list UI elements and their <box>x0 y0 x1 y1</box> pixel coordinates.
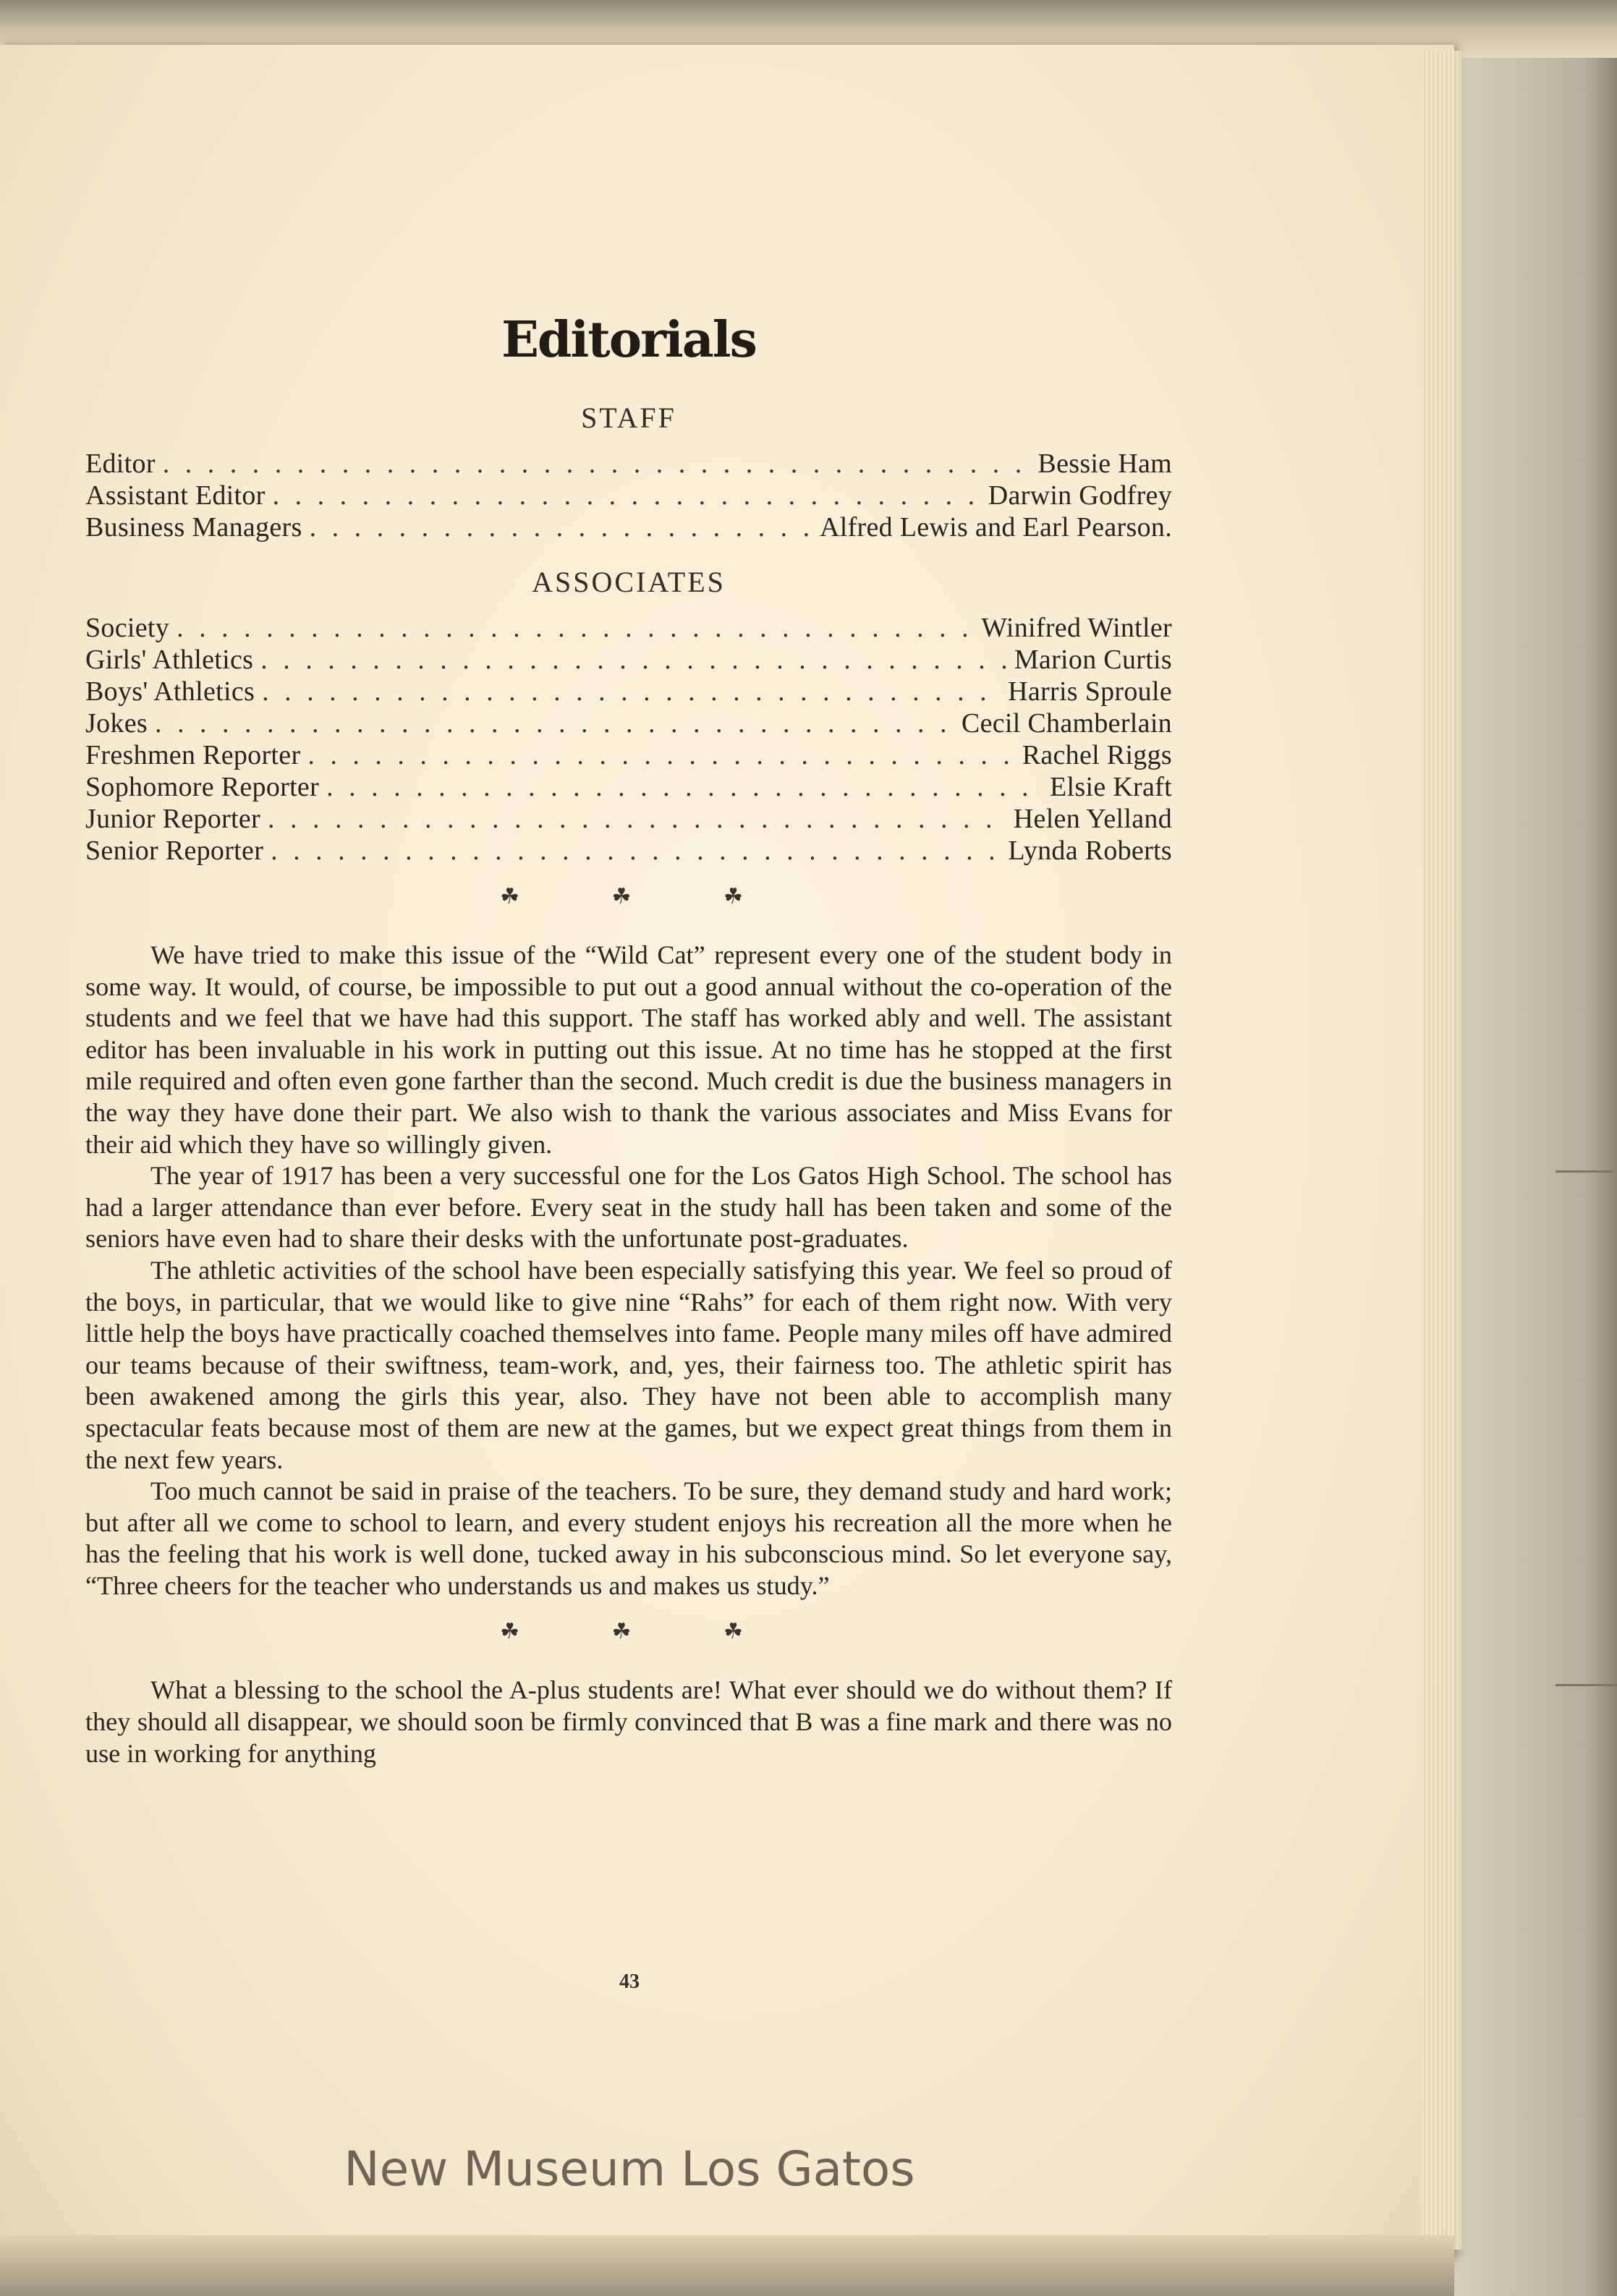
dot-leader <box>273 480 981 511</box>
margin-tick <box>1556 1684 1617 1686</box>
staff-role: Editor <box>85 448 156 479</box>
staff-heading: STAFF <box>581 401 676 434</box>
associate-name: Lynda Roberts <box>1008 836 1172 866</box>
associate-role: Society <box>85 613 170 643</box>
associates-list <box>85 612 1172 867</box>
associate-role: Freshmen Reporter <box>85 740 301 770</box>
dot-leader <box>307 739 1014 771</box>
staff-name: Alfred Lewis and Earl Pearson. <box>819 512 1172 543</box>
associate-role: Boys' Athletics <box>85 676 255 707</box>
editorial-paragraph: The year of 1917 has been a very successful one for the Los Gatos High School. The school has had a larger attendance than ever before. Every seat in the study hall has been taken and some of the seniors have even had to share their desks with the unfortunate post-graduates. <box>85 1161 1172 1254</box>
associate-role: Sophomore Reporter <box>85 772 320 802</box>
book-cover-edge <box>1588 0 1617 2296</box>
associate-row <box>85 707 1172 739</box>
associate-name: Helen Yelland <box>1013 804 1172 834</box>
staff-row <box>85 511 1172 543</box>
staff-role: Assistant Editor <box>85 480 266 511</box>
page-content <box>85 311 1172 1769</box>
editorial-paragraph: Too much cannot be said in praise of the teachers. To be sure, they demand study and hard work; but after all we come to school to learn, and every student enjoys his recreation all the more when he has the feeling that his work is well done, tucked away in his subconscious mind. So let everyone say, “Three cheers for the teacher who understands us and makes us study.” <box>85 1476 1172 1600</box>
page-number: 43 <box>619 1970 640 1993</box>
page-title: Editorials <box>501 311 756 369</box>
editorial-paragraph: The athletic activities of the school have been especially satisfying this year. We feel so proud of the boys, in particular, that we would like to give nine “Rahs” for each of them right now. With very little help the boys have practically coached themselves into fame. People many miles off have admired our teams because of their swiftness, team-work, and, yes, their fairness too. The athletic spirit has been awakened among the girls this year, also. They have not been able to accomplish many spectacular feats because most of them are new at the games, but we expect great things from them in the next few years. <box>85 1255 1172 1474</box>
associate-name: Harris Sproule <box>1008 676 1172 707</box>
dot-leader <box>155 707 954 739</box>
associate-row <box>85 771 1172 803</box>
editorial-paragraph: We have tried to make this issue of the “Wild Cat” represent every one of the student body in some way. It would, of course, be impossible to put out a good annual without the co-operation of the students and we feel that we have had this support. The staff has worked ably and well. The assistant editor has been invaluable in his work in putting out this issue. At no time has he stopped at the first mile required and often even gone farther than the second. Much credit is due the business managers in the way they have done their part. We also wish to thank the various associates and Miss Evans for their aid which they have so willingly given. <box>85 940 1172 1159</box>
margin-tick <box>1556 1170 1613 1173</box>
associate-role: Jokes <box>85 708 148 739</box>
dot-leader <box>326 771 1043 803</box>
associate-row <box>85 644 1172 676</box>
dot-leader <box>177 612 974 644</box>
dot-leader <box>268 803 1006 835</box>
page-edge-stack <box>1422 51 1461 2250</box>
dot-leader <box>262 676 1001 707</box>
dot-leader <box>260 644 1007 676</box>
associate-name: Rachel Riggs <box>1022 740 1172 770</box>
page-bottom-shade <box>0 2235 1454 2296</box>
dot-leader <box>310 511 812 543</box>
staff-list <box>85 448 1172 543</box>
staff-role: Business Managers <box>85 512 302 543</box>
dot-leader <box>271 835 1001 867</box>
ornament-divider: ☘ ☘ ☘ <box>500 885 786 909</box>
ornament-divider: ☘ ☘ ☘ <box>500 1620 786 1644</box>
associate-row <box>85 612 1172 644</box>
associate-role: Girls' Athletics <box>85 645 254 675</box>
staff-row <box>85 480 1172 511</box>
associate-role: Junior Reporter <box>85 804 260 834</box>
associate-name: Marion Curtis <box>1014 645 1172 675</box>
associate-name: Cecil Chamberlain <box>961 708 1172 739</box>
associate-role: Senior Reporter <box>85 836 264 866</box>
staff-row <box>85 448 1172 480</box>
associates-heading: ASSOCIATES <box>532 566 726 598</box>
associate-name: Elsie Kraft <box>1050 772 1172 802</box>
staff-name: Darwin Godfrey <box>988 480 1172 511</box>
associate-row <box>85 739 1172 771</box>
associate-row <box>85 803 1172 835</box>
associate-row <box>85 676 1172 707</box>
closing-paragraph: What a blessing to the school the A-plus students are! What ever should we do without them? If they should all disappear, we should soon be firmly convinced that B was a fine mark and there was no use in working for anything <box>85 1675 1172 1768</box>
associate-name: Winifred Wintler <box>981 613 1172 643</box>
associate-row <box>85 835 1172 867</box>
dot-leader <box>163 448 1031 480</box>
watermark-text: New Museum Los Gatos <box>344 2141 915 2197</box>
staff-name: Bessie Ham <box>1037 448 1172 479</box>
